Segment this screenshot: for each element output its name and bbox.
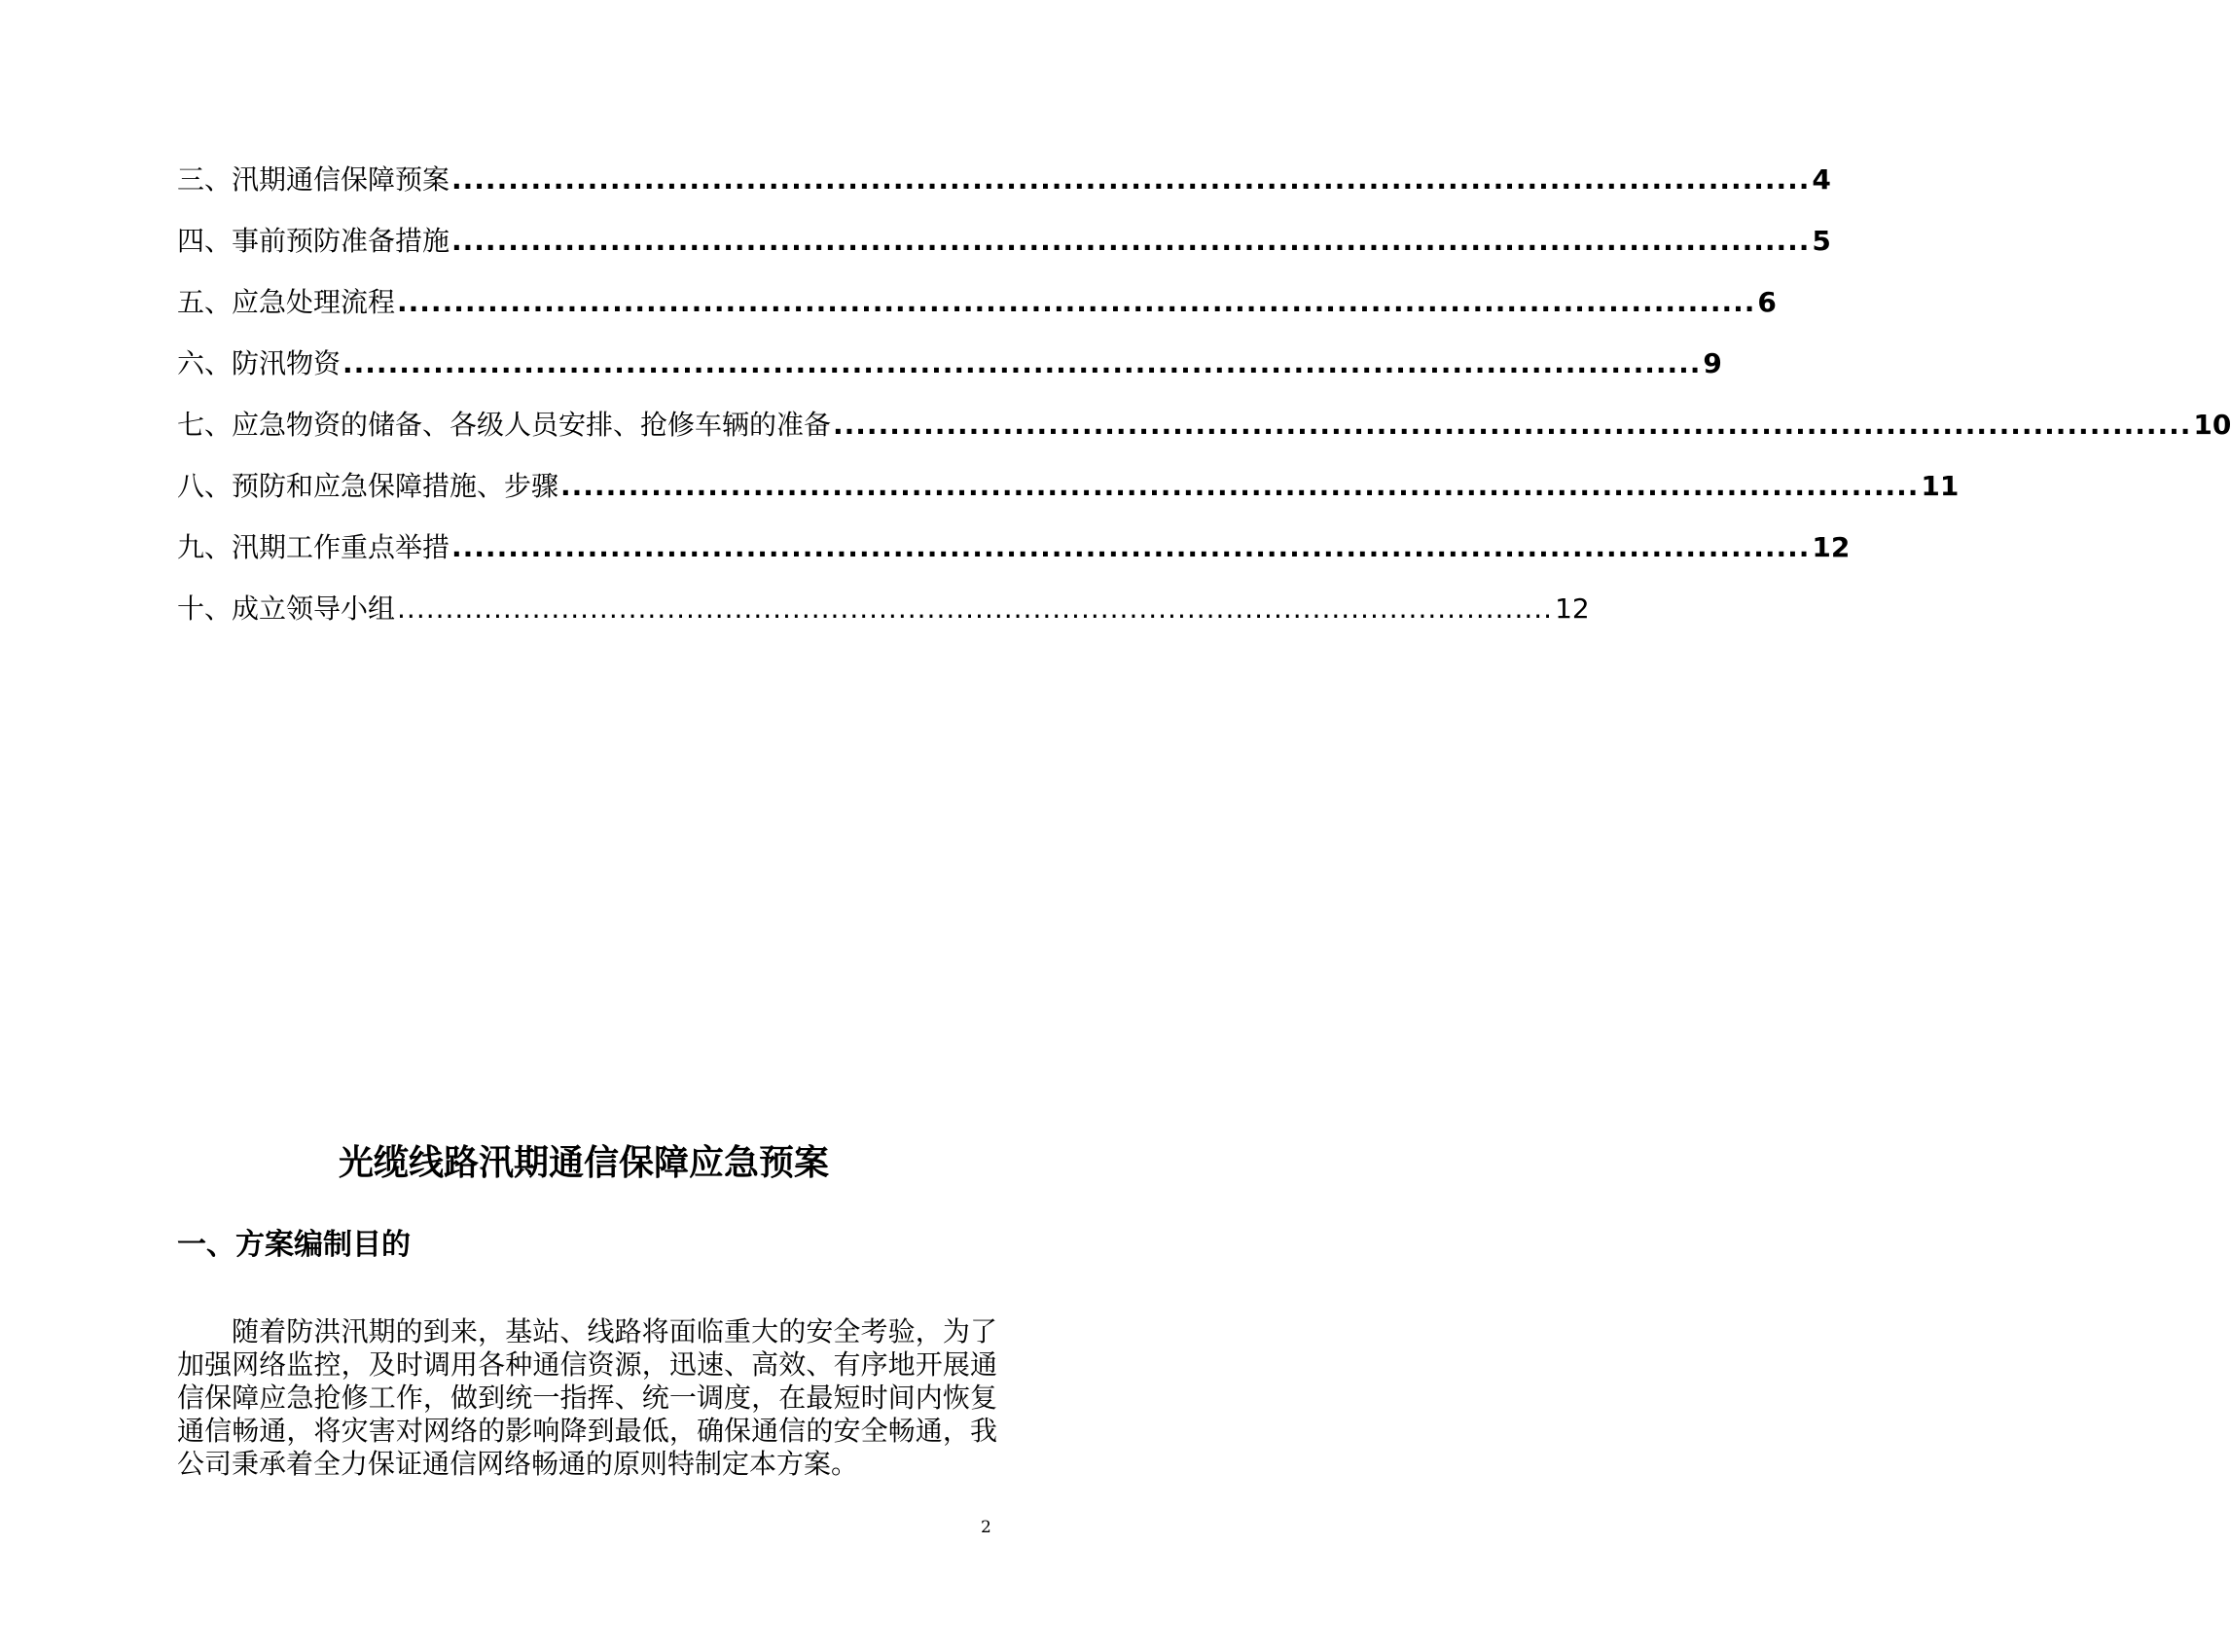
toc-dot-leader: ........................................................................................................................ xyxy=(833,409,2192,441)
page-number: 2 xyxy=(981,1518,991,1537)
toc-entry-title: 六、防汛物资 xyxy=(177,347,342,379)
toc-entry-title: 五、应急处理流程 xyxy=(177,286,396,318)
toc-entry-page: 4 xyxy=(1812,163,1831,196)
toc-entry[interactable] xyxy=(177,467,1960,528)
toc-entry-page: 10 xyxy=(2193,409,2231,441)
toc-entry[interactable] xyxy=(177,344,1722,406)
toc-dot-leader: ........................................................................................................................ xyxy=(342,347,1702,379)
toc-entry[interactable] xyxy=(177,406,2231,467)
toc-entry-title: 三、汛期通信保障预案 xyxy=(177,163,450,196)
section-heading: 一、方案编制目的 xyxy=(177,1228,411,1262)
toc-entry-title: 十、成立领导小组 xyxy=(177,593,396,625)
toc-entry-title: 四、事前预防准备措施 xyxy=(177,225,450,257)
body-paragraph: 随着防洪汛期的到来，基站、线路将面临重大的安全考验，为了加强网络监控，及时调用各种通信资源，迅速、高效、有序地开展通信保障应急抢修工作，做到统一指挥、统一调度，在最短时间内恢复通信畅通，将灾害对网络的影响降到最低，确保通信的安全畅通，我公司秉承着全力保证通信网络畅通的原则特制定本方案。 xyxy=(177,1315,997,1480)
toc-entry-title: 八、预防和应急保障措施、步骤 xyxy=(177,470,559,502)
toc-entry-title: 九、汛期工作重点举措 xyxy=(177,531,450,563)
toc-entry[interactable] xyxy=(177,222,1831,283)
toc-entry[interactable] xyxy=(177,528,1851,590)
toc-entry-page: 12 xyxy=(1555,593,1590,625)
toc-dot-leader: ........................................................................................................................ xyxy=(451,531,1811,563)
toc-dot-leader: ........................................................................................................................ xyxy=(560,470,1920,502)
table-of-contents xyxy=(177,161,2231,651)
toc-dot-leader: ........................................................................................................................ xyxy=(451,163,1811,196)
toc-entry[interactable] xyxy=(177,161,1831,222)
toc-entry-page: 5 xyxy=(1812,225,1831,257)
toc-entry-page: 11 xyxy=(1921,470,1960,502)
toc-dot-leader: ........................................................................................................................ xyxy=(397,593,1554,625)
toc-dot-leader: ........................................................................................................................ xyxy=(397,286,1756,318)
document-title: 光缆线路汛期通信保障应急预案 xyxy=(338,1143,829,1183)
toc-entry-page: 6 xyxy=(1757,286,1777,318)
toc-entry[interactable] xyxy=(177,283,1777,344)
toc-entry-page: 12 xyxy=(1812,531,1851,563)
toc-dot-leader: ........................................................................................................................ xyxy=(451,225,1811,257)
toc-entry-page: 9 xyxy=(1703,347,1722,379)
toc-entry-title: 七、应急物资的储备、各级人员安排、抢修车辆的准备 xyxy=(177,409,832,441)
toc-entry[interactable] xyxy=(177,590,1590,651)
